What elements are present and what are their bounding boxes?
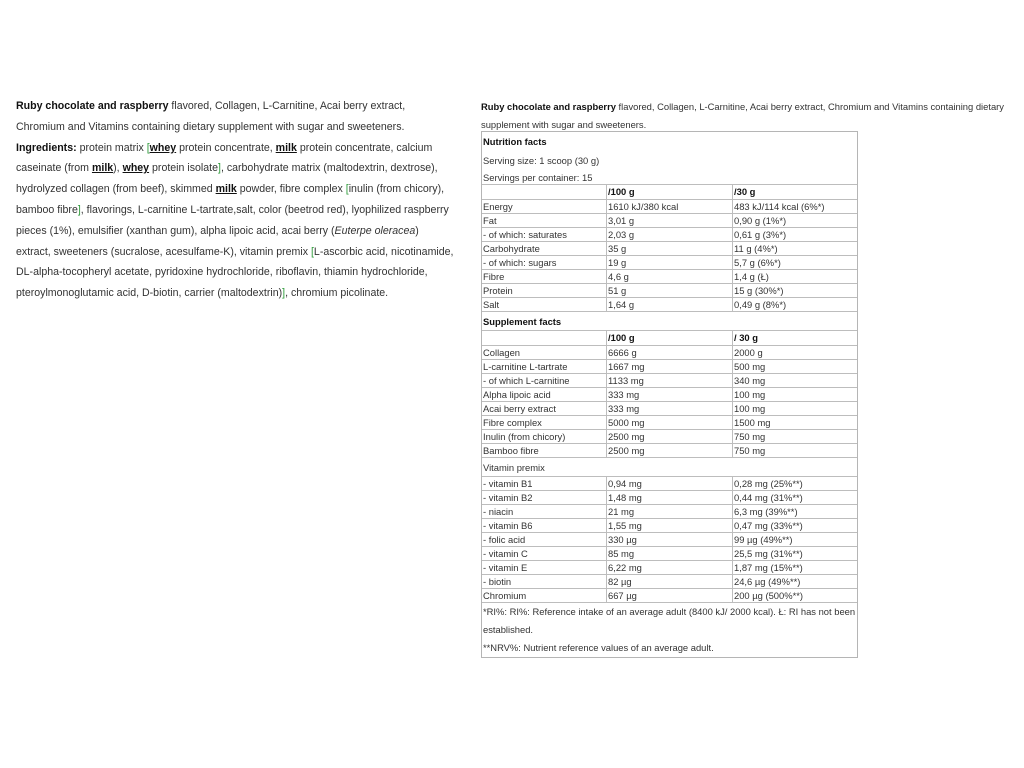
table-cell: 1,64 g <box>607 298 733 311</box>
footnote-ri: *RI%: RI%: Reference intake of an average adult (8400 kJ/ 2000 kcal). Ł: RI has not been established. <box>483 606 856 635</box>
table-cell: 99 µg (49%**) <box>734 534 793 545</box>
table-cell: Salt <box>482 298 607 311</box>
table-cell: 1667 mg <box>607 360 733 373</box>
table-cell: 5,7 g (6%*) <box>734 257 781 268</box>
header-cell: /100 g <box>607 331 733 345</box>
table-cell: 35 g <box>607 242 733 255</box>
table-cell: 15 g (30%*) <box>734 285 784 296</box>
table-cell: 6,22 mg <box>607 561 733 574</box>
nutrition-row <box>482 228 857 242</box>
serving-size: Serving size: 1 scoop (30 g) <box>483 155 600 166</box>
table-cell: - vitamin B6 <box>482 519 607 532</box>
footnote-nrv: **NRV%: Nutrient reference values of an average adult. <box>483 642 714 653</box>
table-cell: - folic acid <box>482 533 607 546</box>
table-cell: Inulin (from chicory) <box>482 430 607 443</box>
allergen-milk: milk <box>91 162 114 175</box>
table-cell: 483 kJ/114 kcal (6%*) <box>734 201 825 212</box>
table-cell: 6666 g <box>607 346 733 359</box>
supplement-row <box>482 444 857 458</box>
nutrition-row <box>482 270 857 284</box>
table-cell: 200 µg (500%**) <box>734 590 803 601</box>
table-cell: 25,5 mg (31%**) <box>734 548 803 559</box>
vitamin-row <box>482 477 857 491</box>
table-cell: 6,3 mg (39%**) <box>734 506 798 517</box>
table-cell: 330 µg <box>607 533 733 546</box>
table-cell: Alpha lipoic acid <box>482 388 607 401</box>
table-cell: 667 µg <box>607 589 733 602</box>
vitamin-row <box>482 547 857 561</box>
table-cell: 11 g (4%*) <box>734 243 778 254</box>
supplement-row <box>482 346 857 360</box>
table-cell: - of which L-carnitine <box>482 374 607 387</box>
ingredients-label: Ingredients: <box>16 141 77 154</box>
table-cell: 4,6 g <box>607 270 733 283</box>
table-cell: 0,44 mg (31%**) <box>734 492 803 503</box>
nutrition-rows <box>482 200 857 312</box>
vitamin-row <box>482 575 857 589</box>
table-cell: 1,4 g (Ł) <box>734 271 769 282</box>
nutrition-title: Nutrition facts <box>483 136 547 147</box>
vitamin-row <box>482 561 857 575</box>
nutrition-header-row <box>482 185 857 200</box>
allergen-milk: milk <box>275 141 297 154</box>
table-cell: 1500 mg <box>734 417 771 428</box>
product-name: Ruby chocolate and raspberry <box>16 100 169 112</box>
latin-name: Euterpe oleracea <box>334 224 416 237</box>
nutrition-row <box>482 298 857 312</box>
table-cell: L-carnitine L-tartrate <box>482 360 607 373</box>
table-cell: Fibre <box>482 270 607 283</box>
vitamin-premix-label: Vitamin premix <box>483 462 545 473</box>
table-cell: 1133 mg <box>607 374 733 387</box>
table-cell: - vitamin E <box>482 561 607 574</box>
supplement-header-row <box>482 331 857 346</box>
supplement-row <box>482 402 857 416</box>
facts-panel <box>481 98 1017 653</box>
table-cell: 1,87 mg (15%**) <box>734 562 803 573</box>
table-cell: 333 mg <box>607 402 733 415</box>
vitamin-row <box>482 589 857 603</box>
header-cell <box>482 185 607 199</box>
vitamin-row <box>482 505 857 519</box>
table-cell: 1610 kJ/380 kcal <box>607 200 733 213</box>
table-cell: - vitamin B1 <box>482 477 607 490</box>
ingredients-panel <box>16 96 456 304</box>
supplement-row <box>482 360 857 374</box>
supplement-rows <box>482 346 857 458</box>
table-cell: 1,48 mg <box>607 491 733 504</box>
nutrition-row <box>482 284 857 298</box>
table-cell: 750 mg <box>734 445 766 456</box>
nutrition-row <box>482 256 857 270</box>
table-cell: - of which: sugars <box>482 256 607 269</box>
table-cell: Fat <box>482 214 607 227</box>
vitamin-row <box>482 519 857 533</box>
facts-product-name: Ruby chocolate and raspberry <box>481 101 616 112</box>
table-cell: Energy <box>482 200 607 213</box>
table-cell: 2500 mg <box>607 430 733 443</box>
table-cell: 100 mg <box>734 403 766 414</box>
table-cell: 0,94 mg <box>607 477 733 490</box>
header-cell: /30 g <box>734 186 756 197</box>
table-cell: 2,03 g <box>607 228 733 241</box>
table-cell: 500 mg <box>734 361 766 372</box>
vitamin-row <box>482 491 857 505</box>
header-cell: / 30 g <box>734 332 758 343</box>
table-cell: 5000 mg <box>607 416 733 429</box>
table-cell: Acai berry extract <box>482 402 607 415</box>
table-cell: Fibre complex <box>482 416 607 429</box>
nutrition-row <box>482 214 857 228</box>
footnotes <box>482 603 857 657</box>
allergen-milk: milk <box>215 183 237 196</box>
table-cell: 0,90 g (1%*) <box>734 215 787 226</box>
table-cell: 51 g <box>607 284 733 297</box>
supplement-row <box>482 374 857 388</box>
vitamin-premix-row <box>482 458 857 477</box>
supplement-title: Supplement facts <box>483 316 562 327</box>
allergen-whey: whey <box>122 162 150 175</box>
header-cell: /100 g <box>607 185 733 199</box>
table-cell: Carbohydrate <box>482 242 607 255</box>
supplement-row <box>482 388 857 402</box>
table-cell: - vitamin C <box>482 547 607 560</box>
table-cell: 2500 mg <box>607 444 733 457</box>
nutrition-row <box>482 200 857 214</box>
nutrition-row <box>482 242 857 256</box>
table-cell: Collagen <box>482 346 607 359</box>
product-description: Ruby chocolate and raspberry flavored, Collagen, L-Carnitine, Acai berry extract, Chromium and Vitamins containing dietary supplement with sugar and sweeteners. <box>16 100 406 133</box>
table-cell: - biotin <box>482 575 607 588</box>
supplement-row <box>482 416 857 430</box>
vitamin-rows <box>482 477 857 603</box>
table-cell: 82 µg <box>607 575 733 588</box>
table-cell: 2000 g <box>734 347 763 358</box>
table-cell: 333 mg <box>607 388 733 401</box>
supplement-row <box>482 430 857 444</box>
table-cell: 340 mg <box>734 375 766 386</box>
nutrition-title-row <box>482 132 857 151</box>
table-cell: 750 mg <box>734 431 766 442</box>
table-cell: Chromium <box>482 589 607 602</box>
nutrition-table <box>481 131 858 658</box>
ingredients-text: Ingredients: protein matrix [whey protein concentrate, milk protein concentrate, calcium caseinate (from milk), whey protein isolate], carbohydrate matrix (maltodextrin, dextrose), hydrolyzed collagen (from beef), skimmed milk powder, fibre complex [inulin (from chicory), bamboo fibre], flavorings, L-carnitine L-tartrate,salt, color (beetrod red), lyophilized raspberry pieces (1%), emulsifier (xanthan gum), alpha lipoic acid, acai berry (Euterpe oleracea) extract, sweeteners (sucralose, acesulfame-K), vitamin premix [L-ascorbic acid, nicotinamide, DL-alpha-tocopheryl acetate, pyridoxine hydrochloride, riboflavin, thiamin hydrochloride, pteroylmonoglutamic acid, D-biotin, carrier (maltodextrin)], chromium picolinate. <box>16 141 454 300</box>
table-cell: 0,49 g (8%*) <box>734 299 787 310</box>
table-cell: - niacin <box>482 505 607 518</box>
table-cell: - of which: saturates <box>482 228 607 241</box>
table-cell: 0,47 mg (33%**) <box>734 520 803 531</box>
table-cell: 3,01 g <box>607 214 733 227</box>
vitamin-row <box>482 533 857 547</box>
table-cell: 0,61 g (3%*) <box>734 229 787 240</box>
table-cell: - vitamin B2 <box>482 491 607 504</box>
supplement-title-row <box>482 312 857 331</box>
table-cell: 85 mg <box>607 547 733 560</box>
table-cell: 24,6 µg (49%**) <box>734 576 801 587</box>
header-cell <box>482 331 607 345</box>
allergen-whey: whey <box>149 141 177 154</box>
serving-size-row <box>482 151 857 170</box>
facts-intro: Ruby chocolate and raspberry flavored, Collagen, L-Carnitine, Acai berry extract, Chromium and Vitamins containing dietary supplement with sugar and sweeteners. <box>481 101 1004 130</box>
table-cell: 100 mg <box>734 389 766 400</box>
servings-per-container: Servings per container: 15 <box>483 172 593 183</box>
table-cell: 1,55 mg <box>607 519 733 532</box>
table-cell: 0,28 mg (25%**) <box>734 478 803 489</box>
table-cell: 19 g <box>607 256 733 269</box>
table-cell: 21 mg <box>607 505 733 518</box>
table-cell: Protein <box>482 284 607 297</box>
servings-row <box>482 170 857 185</box>
table-cell: Bamboo fibre <box>482 444 607 457</box>
